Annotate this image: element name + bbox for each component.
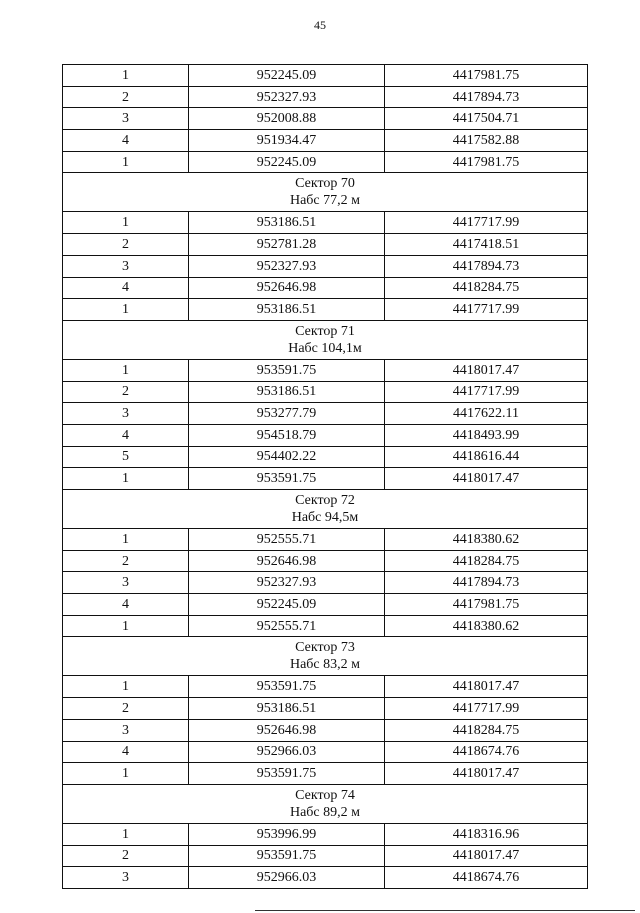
table-row — [63, 676, 588, 698]
x-coordinate-cell: 953591.75 — [189, 468, 385, 490]
point-number-cell: 5 — [63, 446, 189, 468]
table-row — [63, 763, 588, 785]
x-coordinate-cell: 952646.98 — [189, 277, 385, 299]
sector-title: Сектор 70 — [295, 176, 355, 192]
y-coordinate-cell: 4418284.75 — [385, 550, 588, 572]
sector-header — [63, 784, 588, 823]
coordinates-table — [62, 64, 588, 889]
bottom-rule — [255, 910, 635, 911]
y-coordinate-cell: 4418674.76 — [385, 867, 588, 889]
y-coordinate-cell: 4418380.62 — [385, 615, 588, 637]
x-coordinate-cell: 952781.28 — [189, 234, 385, 256]
x-coordinate-cell: 953186.51 — [189, 212, 385, 234]
y-coordinate-cell: 4418017.47 — [385, 845, 588, 867]
sector-title: Сектор 73 — [295, 640, 355, 656]
table-row — [63, 719, 588, 741]
table-row — [63, 381, 588, 403]
point-number-cell: 1 — [63, 763, 189, 785]
table-row — [63, 823, 588, 845]
y-coordinate-cell: 4418017.47 — [385, 359, 588, 381]
x-coordinate-cell: 952646.98 — [189, 550, 385, 572]
sector-title: Сектор 71 — [295, 323, 355, 339]
x-coordinate-cell: 952245.09 — [189, 594, 385, 616]
table-row — [63, 65, 588, 87]
y-coordinate-cell: 4417717.99 — [385, 698, 588, 720]
y-coordinate-cell: 4417894.73 — [385, 255, 588, 277]
x-coordinate-cell: 953186.51 — [189, 698, 385, 720]
y-coordinate-cell: 4417981.75 — [385, 594, 588, 616]
x-coordinate-cell: 952327.93 — [189, 86, 385, 108]
sector-header-row — [63, 320, 588, 359]
y-coordinate-cell: 4418674.76 — [385, 741, 588, 763]
point-number-cell: 1 — [63, 468, 189, 490]
point-number-cell: 4 — [63, 130, 189, 152]
y-coordinate-cell: 4417981.75 — [385, 65, 588, 87]
sector-title: Сектор 74 — [295, 787, 355, 803]
sector-header — [63, 490, 588, 529]
x-coordinate-cell: 952966.03 — [189, 867, 385, 889]
sector-header-row — [63, 173, 588, 212]
y-coordinate-cell: 4418616.44 — [385, 446, 588, 468]
y-coordinate-cell: 4417418.51 — [385, 234, 588, 256]
y-coordinate-cell: 4417981.75 — [385, 151, 588, 173]
table-row — [63, 299, 588, 321]
sector-height: Набс 94,5м — [291, 510, 359, 525]
x-coordinate-cell: 952327.93 — [189, 572, 385, 594]
point-number-cell: 3 — [63, 719, 189, 741]
x-coordinate-cell: 953591.75 — [189, 763, 385, 785]
y-coordinate-cell: 4418316.96 — [385, 823, 588, 845]
y-coordinate-cell: 4417504.71 — [385, 108, 588, 130]
x-coordinate-cell: 954518.79 — [189, 424, 385, 446]
table-row — [63, 403, 588, 425]
table-row — [63, 741, 588, 763]
y-coordinate-cell: 4417717.99 — [385, 299, 588, 321]
point-number-cell: 3 — [63, 403, 189, 425]
table-row — [63, 529, 588, 551]
x-coordinate-cell: 953591.75 — [189, 359, 385, 381]
y-coordinate-cell: 4417582.88 — [385, 130, 588, 152]
point-number-cell: 2 — [63, 381, 189, 403]
sector-header-row — [63, 784, 588, 823]
table-row — [63, 234, 588, 256]
table-row — [63, 446, 588, 468]
table-row — [63, 845, 588, 867]
x-coordinate-cell: 952245.09 — [189, 151, 385, 173]
x-coordinate-cell: 951934.47 — [189, 130, 385, 152]
table-row — [63, 108, 588, 130]
table-row — [63, 86, 588, 108]
x-coordinate-cell: 952327.93 — [189, 255, 385, 277]
table-row — [63, 151, 588, 173]
point-number-cell: 2 — [63, 845, 189, 867]
y-coordinate-cell: 4418017.47 — [385, 676, 588, 698]
sector-height: Набс 83,2 м — [289, 657, 361, 673]
point-number-cell: 3 — [63, 108, 189, 130]
x-coordinate-cell: 952555.71 — [189, 529, 385, 551]
y-coordinate-cell: 4417717.99 — [385, 212, 588, 234]
table-row — [63, 359, 588, 381]
sector-header-row — [63, 490, 588, 529]
point-number-cell: 1 — [63, 615, 189, 637]
sector-header — [63, 320, 588, 359]
point-number-cell: 3 — [63, 255, 189, 277]
x-coordinate-cell: 953277.79 — [189, 403, 385, 425]
point-number-cell: 1 — [63, 823, 189, 845]
y-coordinate-cell: 4418017.47 — [385, 763, 588, 785]
y-coordinate-cell: 4418380.62 — [385, 529, 588, 551]
sector-header-row — [63, 637, 588, 676]
table-row — [63, 130, 588, 152]
sector-title: Сектор 72 — [295, 493, 355, 508]
table-row — [63, 698, 588, 720]
y-coordinate-cell: 4418284.75 — [385, 277, 588, 299]
table-row — [63, 867, 588, 889]
point-number-cell: 1 — [63, 65, 189, 87]
table-row — [63, 277, 588, 299]
x-coordinate-cell: 952966.03 — [189, 741, 385, 763]
y-coordinate-cell: 4417894.73 — [385, 572, 588, 594]
sector-header — [63, 637, 588, 676]
table-row — [63, 424, 588, 446]
x-coordinate-cell: 952008.88 — [189, 108, 385, 130]
table-row — [63, 212, 588, 234]
table-row — [63, 255, 588, 277]
point-number-cell: 4 — [63, 594, 189, 616]
x-coordinate-cell: 953591.75 — [189, 676, 385, 698]
point-number-cell: 1 — [63, 359, 189, 381]
y-coordinate-cell: 4417717.99 — [385, 381, 588, 403]
sector-height: Набс 77,2 м — [289, 193, 361, 209]
point-number-cell: 3 — [63, 867, 189, 889]
y-coordinate-cell: 4418284.75 — [385, 719, 588, 741]
x-coordinate-cell: 953186.51 — [189, 381, 385, 403]
point-number-cell: 2 — [63, 234, 189, 256]
point-number-cell: 2 — [63, 698, 189, 720]
y-coordinate-cell: 4417894.73 — [385, 86, 588, 108]
x-coordinate-cell: 952245.09 — [189, 65, 385, 87]
point-number-cell: 3 — [63, 572, 189, 594]
sector-height: Набс 89,2 м — [289, 804, 361, 820]
x-coordinate-cell: 953186.51 — [189, 299, 385, 321]
y-coordinate-cell: 4418493.99 — [385, 424, 588, 446]
point-number-cell: 2 — [63, 550, 189, 572]
point-number-cell: 1 — [63, 151, 189, 173]
x-coordinate-cell: 953996.99 — [189, 823, 385, 845]
point-number-cell: 1 — [63, 212, 189, 234]
table-row — [63, 615, 588, 637]
table-row — [63, 572, 588, 594]
sector-header — [63, 173, 588, 212]
point-number-cell: 1 — [63, 529, 189, 551]
point-number-cell: 4 — [63, 741, 189, 763]
page-number: 45 — [314, 18, 326, 32]
x-coordinate-cell: 953591.75 — [189, 845, 385, 867]
x-coordinate-cell: 954402.22 — [189, 446, 385, 468]
coordinates-table-body — [63, 65, 588, 889]
table-row — [63, 594, 588, 616]
y-coordinate-cell: 4417622.11 — [385, 403, 588, 425]
y-coordinate-cell: 4418017.47 — [385, 468, 588, 490]
point-number-cell: 4 — [63, 277, 189, 299]
point-number-cell: 2 — [63, 86, 189, 108]
x-coordinate-cell: 952646.98 — [189, 719, 385, 741]
point-number-cell: 4 — [63, 424, 189, 446]
x-coordinate-cell: 952555.71 — [189, 615, 385, 637]
sector-height: Набс 104,1м — [288, 340, 362, 356]
point-number-cell: 1 — [63, 299, 189, 321]
point-number-cell: 1 — [63, 676, 189, 698]
table-row — [63, 550, 588, 572]
table-row — [63, 468, 588, 490]
